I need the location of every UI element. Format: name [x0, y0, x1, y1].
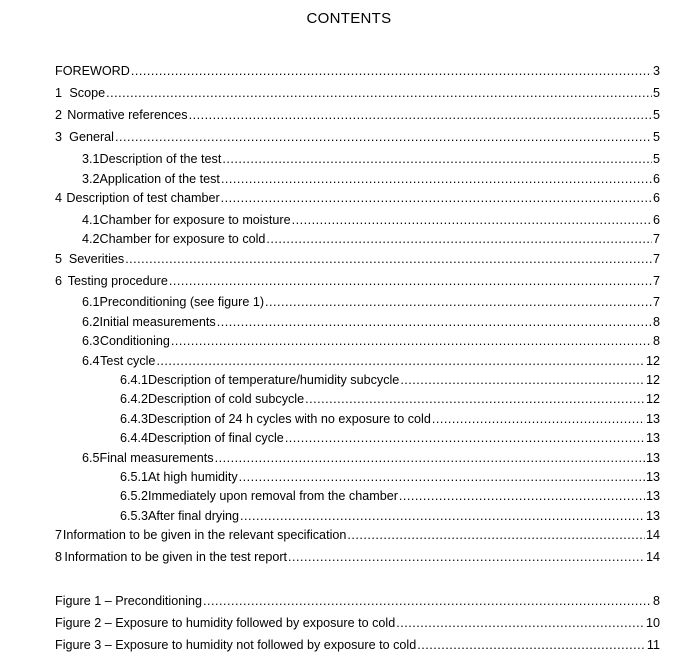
toc-entry-number: 1 — [55, 86, 63, 100]
toc-entry-label: Chamber for exposure to moisture — [99, 213, 291, 227]
dot-leader — [266, 231, 652, 247]
toc-entry-number: 2 — [55, 108, 63, 122]
toc-entry-label: Figure 2 – Exposure to humidity followed by exposure to cold — [55, 616, 396, 630]
toc-entry-page: 12 — [645, 373, 660, 387]
dot-leader — [222, 151, 652, 167]
toc-entry-page: 3 — [652, 64, 660, 78]
dot-leader — [171, 333, 652, 349]
dot-leader — [239, 469, 645, 485]
toc-entry-page: 7 — [652, 232, 660, 246]
toc-entry[interactable] — [120, 391, 660, 407]
toc-entry-number: 6.5.3 — [120, 509, 149, 523]
toc-entry[interactable] — [82, 171, 660, 187]
toc-entry-label: Figure 1 – Preconditioning — [55, 594, 203, 608]
dot-leader — [400, 372, 645, 388]
dot-leader — [221, 171, 652, 187]
toc-entry-page: 5 — [652, 86, 660, 100]
dot-leader — [131, 63, 652, 79]
toc-entry-label: At high humidity — [148, 470, 238, 484]
toc-entry-number: 4.1 — [82, 213, 100, 227]
toc-entry-page: 7 — [652, 274, 660, 288]
toc-entry-number: 6.5.1 — [120, 470, 149, 484]
toc-entry-number: 8 — [55, 550, 63, 564]
toc-entry-label: Information to be given in the test report — [64, 550, 288, 564]
toc-entry-number: 3.2 — [82, 172, 100, 186]
toc-figure-entry[interactable] — [55, 637, 660, 653]
toc-entry[interactable] — [82, 314, 660, 330]
toc-entry-number: 6.4.2 — [120, 392, 149, 406]
toc-entry[interactable] — [82, 294, 660, 310]
toc-entry-page: 5 — [652, 130, 660, 144]
toc-entry-number: 6.5 — [82, 451, 100, 465]
toc-entry-page: 13 — [645, 451, 660, 465]
dot-leader — [285, 430, 645, 446]
toc-entry-label: Scope — [69, 86, 106, 100]
toc-entry[interactable] — [82, 450, 660, 466]
toc-entry[interactable] — [120, 508, 660, 524]
toc-entry-label: Figure 3 – Exposure to humidity not followed by exposure to cold — [55, 638, 417, 652]
toc-entry-label: Final measurements — [99, 451, 214, 465]
toc-entry-number: 6.5.2 — [120, 489, 149, 503]
toc-entry-label: Description of test chamber — [66, 191, 220, 205]
toc-entry-label: Description of temperature/humidity subcycle — [148, 373, 400, 387]
toc-entry-number: 4 — [55, 191, 63, 205]
toc-entry[interactable] — [82, 353, 660, 369]
dot-leader — [215, 450, 645, 466]
dot-leader — [169, 273, 652, 289]
toc-entry[interactable] — [55, 251, 660, 267]
dot-leader — [240, 508, 645, 524]
toc-entry-label: Immediately upon removal from the chamber — [148, 489, 398, 503]
toc-entry-label: Information to be given in the relevant specification — [62, 528, 347, 542]
dot-leader — [221, 190, 652, 206]
toc-entry[interactable] — [120, 372, 660, 388]
toc-entry[interactable] — [55, 190, 660, 206]
toc-entry-number: 6.4.4 — [120, 431, 149, 445]
toc-entry-number: 6.4.1 — [120, 373, 149, 387]
toc-entry-number: 3.1 — [82, 152, 100, 166]
toc-entry[interactable] — [82, 333, 660, 349]
toc-entry-page: 13 — [645, 431, 660, 445]
toc-entry-page: 7 — [652, 252, 660, 266]
toc-entry-label: Description of 24 h cycles with no exposure to cold — [148, 412, 431, 426]
dot-leader — [125, 251, 652, 267]
toc-entry[interactable] — [55, 85, 660, 101]
dot-leader — [305, 391, 645, 407]
toc-entry-page: 10 — [645, 616, 660, 630]
dot-leader — [292, 212, 652, 228]
toc-entry-number: 6.3 — [82, 334, 100, 348]
toc-entry-label: Severities — [68, 252, 125, 266]
toc-entry-label: General — [69, 130, 114, 144]
toc-entry-page: 6 — [652, 213, 660, 227]
toc-entry-label: Initial measurements — [99, 315, 216, 329]
toc-entry[interactable] — [120, 469, 660, 485]
toc-entry-page: 5 — [652, 152, 660, 166]
toc-entry-page: 14 — [645, 550, 660, 564]
dot-leader — [189, 107, 652, 123]
page-title: CONTENTS — [306, 10, 392, 27]
toc-entry[interactable] — [82, 151, 660, 167]
toc-entry[interactable] — [82, 231, 660, 247]
dot-leader — [288, 549, 645, 565]
toc-entry-label: Conditioning — [99, 334, 170, 348]
dot-leader — [115, 129, 652, 145]
toc-entry-label: Description of cold subcycle — [148, 392, 305, 406]
toc-entry-page: 6 — [652, 172, 660, 186]
toc-entry-page: 8 — [652, 334, 660, 348]
toc-entry-label: Testing procedure — [67, 274, 168, 288]
toc-entry[interactable] — [55, 273, 660, 289]
toc-entry-page: 13 — [645, 470, 660, 484]
dot-leader — [156, 353, 645, 369]
toc-entry-label: After final drying — [148, 509, 240, 523]
toc-entry-number: 6.4 — [82, 354, 100, 368]
dot-leader — [106, 85, 652, 101]
toc-entry-number: 4.2 — [82, 232, 100, 246]
toc-entry-page: 8 — [652, 594, 660, 608]
toc-entry-page: 13 — [645, 509, 660, 523]
toc-entry-number: 6 — [55, 274, 63, 288]
toc-entry-label: FOREWORD — [55, 64, 130, 78]
toc-entry-page: 13 — [645, 412, 660, 426]
toc-entry-number: 7 — [55, 528, 63, 542]
toc-entry[interactable] — [55, 129, 660, 145]
toc-entry[interactable] — [120, 430, 660, 446]
toc-entry[interactable] — [120, 411, 660, 427]
dot-leader — [217, 314, 652, 330]
dot-leader — [417, 637, 646, 653]
toc-entry-page: 13 — [645, 489, 660, 503]
dot-leader — [396, 615, 645, 631]
toc-entry[interactable] — [55, 107, 660, 123]
toc-entry-page: 12 — [645, 392, 660, 406]
toc-entry-page: 14 — [645, 528, 660, 542]
toc-entry-page: 7 — [652, 295, 660, 309]
toc-entry-foreword[interactable] — [55, 63, 660, 79]
toc-entry-page: 6 — [652, 191, 660, 205]
toc-entry-page: 5 — [652, 108, 660, 122]
toc-entry[interactable] — [120, 488, 660, 504]
toc-entry-label: Normative references — [67, 108, 188, 122]
toc-entry-label: Preconditioning (see figure 1) — [99, 295, 265, 309]
dot-leader — [432, 411, 645, 427]
toc-entry[interactable] — [55, 549, 660, 565]
toc-entry-label: Chamber for exposure to cold — [99, 232, 266, 246]
toc-entry-number: 5 — [55, 252, 63, 266]
toc-entry-label: Description of final cycle — [148, 431, 284, 445]
toc-entry-page: 11 — [646, 638, 660, 652]
toc-entry-number: 3 — [55, 130, 63, 144]
toc-entry-label: Application of the test — [99, 172, 220, 186]
toc-entry-number: 6.2 — [82, 315, 100, 329]
toc-entry[interactable] — [82, 212, 660, 228]
toc-entry-page: 12 — [645, 354, 660, 368]
toc-entry-number: 6.4.3 — [120, 412, 149, 426]
toc-figure-entry[interactable] — [55, 615, 660, 631]
dot-leader — [203, 593, 652, 609]
toc-figure-entry[interactable] — [55, 593, 660, 609]
toc-entry-label: Description of the test — [99, 152, 222, 166]
toc-entry-number: 6.1 — [82, 295, 100, 309]
toc-entry[interactable] — [55, 527, 660, 543]
toc-entry-label: Test cycle — [100, 354, 156, 368]
dot-leader — [347, 527, 645, 543]
dot-leader — [265, 294, 652, 310]
toc-entry-page: 8 — [652, 315, 660, 329]
dot-leader — [399, 488, 645, 504]
